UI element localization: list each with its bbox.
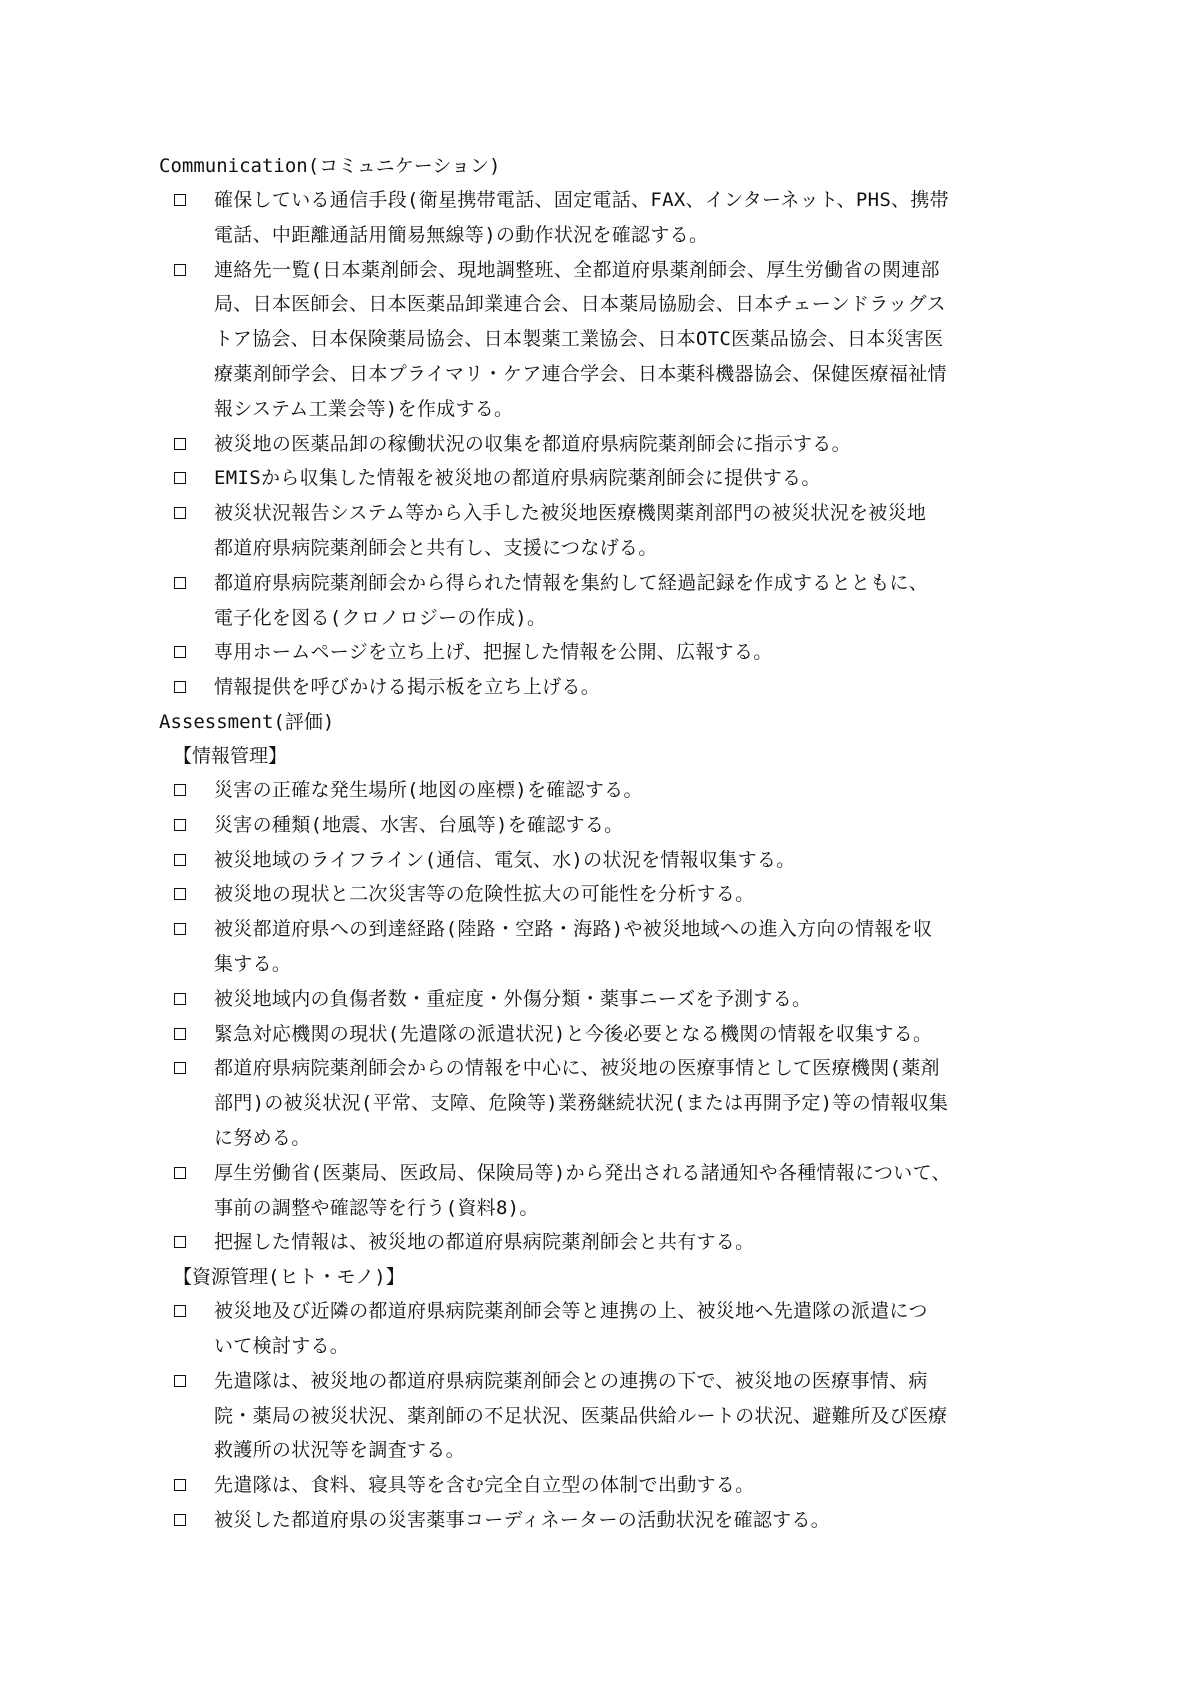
item-text-line: 集する。: [214, 952, 292, 975]
checklist-item: [159, 1364, 1039, 1468]
item-text-line: 災害の正確な発生場所(地図の座標)を確認する。: [214, 778, 643, 801]
item-text-line: 緊急対応機関の現状(先遣隊の派遣状況)と今後必要となる機関の情報を収集する。: [214, 1022, 933, 1045]
item-text-line: 把握した情報は、被災地の都道府県病院薬剤師会と共有する。: [214, 1231, 755, 1254]
checklist-item: [159, 1051, 1039, 1155]
item-text-line: 電話、中距離通話用簡易無線等)の動作状況を確認する。: [214, 223, 709, 246]
item-text-line: 報システム工業会等)を作成する。: [214, 397, 514, 420]
checklist-item: [159, 635, 1039, 670]
checkbox-icon[interactable]: [174, 854, 186, 866]
checkbox-icon[interactable]: [174, 194, 186, 206]
item-text-line: 療薬剤師学会、日本プライマリ・ケア連合学会、日本薬科機器協会、保健医療福祉情: [214, 362, 947, 385]
checklist-item: [159, 1503, 1039, 1538]
item-text-line: 被災地及び近隣の都道府県病院薬剤師会等と連携の上、被災地へ先遣隊の派遣につ: [214, 1300, 928, 1323]
checkbox-icon[interactable]: [174, 472, 186, 484]
checklist-item: [159, 1017, 1039, 1052]
item-text-line: 被災状況報告システム等から入手した被災地医療機関薬剤部門の被災状況を被災地: [214, 502, 927, 525]
checkbox-icon[interactable]: [174, 577, 186, 589]
checklist-item: [159, 183, 1039, 253]
checklist-item: [159, 912, 1039, 982]
item-text-line: EMISから収集した情報を被災地の都道府県病院薬剤師会に提供する。: [214, 467, 821, 490]
section-heading: Communication(コミュニケーション): [159, 155, 501, 177]
item-text-line: 都道府県病院薬剤師会から得られた情報を集約して経過記録を作成するとともに、: [214, 571, 929, 594]
item-text-line: 救護所の状況等を調査する。: [214, 1439, 465, 1462]
subsection-title: 【情報管理】: [173, 744, 288, 767]
item-text-line: 先遣隊は、食料、寝具等を含む完全自立型の体制で出動する。: [214, 1474, 755, 1497]
item-text-line: いて検討する。: [214, 1334, 350, 1357]
item-text-line: 被災地域内の負傷者数・重症度・外傷分類・薬事ニーズを予測する。: [214, 987, 812, 1010]
item-text-line: 被災地域のライフライン(通信、電気、水)の状況を情報収集する。: [214, 848, 796, 871]
checkbox-icon[interactable]: [174, 819, 186, 831]
item-text-line: 電子化を図る(クロノロジーの作成)。: [214, 606, 547, 629]
checklist-item: [159, 773, 1039, 808]
checkbox-icon[interactable]: [174, 923, 186, 935]
checkbox-icon[interactable]: [174, 993, 186, 1005]
checkbox-icon[interactable]: [174, 1305, 186, 1317]
checklist-item: [159, 1294, 1039, 1364]
checklist-item: [159, 843, 1039, 878]
item-text-line: 被災都道府県への到達経路(陸路・空路・海路)や被災地域への進入方向の情報を収: [214, 918, 933, 941]
document-content: [159, 149, 1039, 1538]
checklist-item: [159, 461, 1039, 496]
checkbox-icon[interactable]: [174, 438, 186, 450]
checkbox-icon[interactable]: [174, 646, 186, 658]
checklist-item: [159, 1225, 1039, 1260]
subsection-title: 【資源管理(ヒト・モノ)】: [173, 1266, 405, 1289]
checkbox-icon[interactable]: [174, 784, 186, 796]
checkbox-icon[interactable]: [174, 1167, 186, 1179]
item-text-line: 都道府県病院薬剤師会と共有し、支援につなげる。: [214, 536, 658, 559]
item-text-line: トア協会、日本保険薬局協会、日本製薬工業協会、日本OTC医薬品協会、日本災害医: [214, 328, 944, 351]
section-heading: Assessment(評価): [159, 710, 335, 733]
item-text-line: 被災地の医薬品卸の稼働状況の収集を都道府県病院薬剤師会に指示する。: [214, 432, 851, 455]
checkbox-icon[interactable]: [174, 681, 186, 693]
checkbox-icon[interactable]: [174, 507, 186, 519]
checklist-item: [159, 670, 1039, 705]
checkbox-icon[interactable]: [174, 1062, 186, 1074]
checkbox-icon[interactable]: [174, 264, 186, 276]
checkbox-icon[interactable]: [174, 1375, 186, 1387]
item-text-line: 厚生労働省(医薬局、医政局、保険局等)から発出される諸通知や各種情報について、: [214, 1161, 951, 1184]
item-text-line: 情報提供を呼びかける掲示板を立ち上げる。: [214, 676, 601, 699]
checklist-item: [159, 1156, 1039, 1226]
item-text-line: 確保している通信手段(衛星携帯電話、固定電話、FAX、インターネット、PHS、携帯: [214, 189, 949, 211]
item-text-line: 被災地の現状と二次災害等の危険性拡大の可能性を分析する。: [214, 883, 755, 906]
checkbox-icon[interactable]: [174, 1028, 186, 1040]
checkbox-icon[interactable]: [174, 1514, 186, 1526]
item-text-line: 連絡先一覧(日本薬剤師会、現地調整班、全都道府県薬剤師会、厚生労働省の関連部: [214, 258, 940, 281]
checkbox-icon[interactable]: [174, 888, 186, 900]
item-text-line: に努める。: [214, 1126, 311, 1149]
item-text-line: 先遣隊は、被災地の都道府県病院薬剤師会との連携の下で、被災地の医療事情、病: [214, 1369, 928, 1392]
checkbox-icon[interactable]: [174, 1236, 186, 1248]
checklist-item: [159, 253, 1039, 427]
item-text-line: 事前の調整や確認等を行う(資料8)。: [214, 1196, 539, 1219]
checklist-item: [159, 566, 1039, 636]
checklist-item: [159, 877, 1039, 912]
item-text-line: 被災した都道府県の災害薬事コーディネーターの活動状況を確認する。: [214, 1508, 831, 1531]
item-text-line: 都道府県病院薬剤師会からの情報を中心に、被災地の医療事情として医療機関(薬剤: [214, 1057, 940, 1080]
checklist-item: [159, 427, 1039, 462]
checklist-item: [159, 1468, 1039, 1503]
item-text-line: 災害の種類(地震、水害、台風等)を確認する。: [214, 813, 624, 836]
checkbox-icon[interactable]: [174, 1479, 186, 1491]
item-text-line: 専用ホームページを立ち上げ、把握した情報を公開、広報する。: [214, 641, 773, 664]
item-text-line: 院・薬局の被災状況、薬剤師の不足状況、医薬品供給ルートの状況、避難所及び医療: [214, 1404, 948, 1427]
item-text-line: 部門)の被災状況(平常、支障、危険等)業務継続状況(または再開予定)等の情報収集: [214, 1092, 949, 1115]
checklist-item: [159, 982, 1039, 1017]
checklist-item: [159, 496, 1039, 566]
item-text-line: 局、日本医師会、日本医薬品卸業連合会、日本薬局協励会、日本チェーンドラッグス: [214, 293, 946, 316]
checklist-item: [159, 808, 1039, 843]
